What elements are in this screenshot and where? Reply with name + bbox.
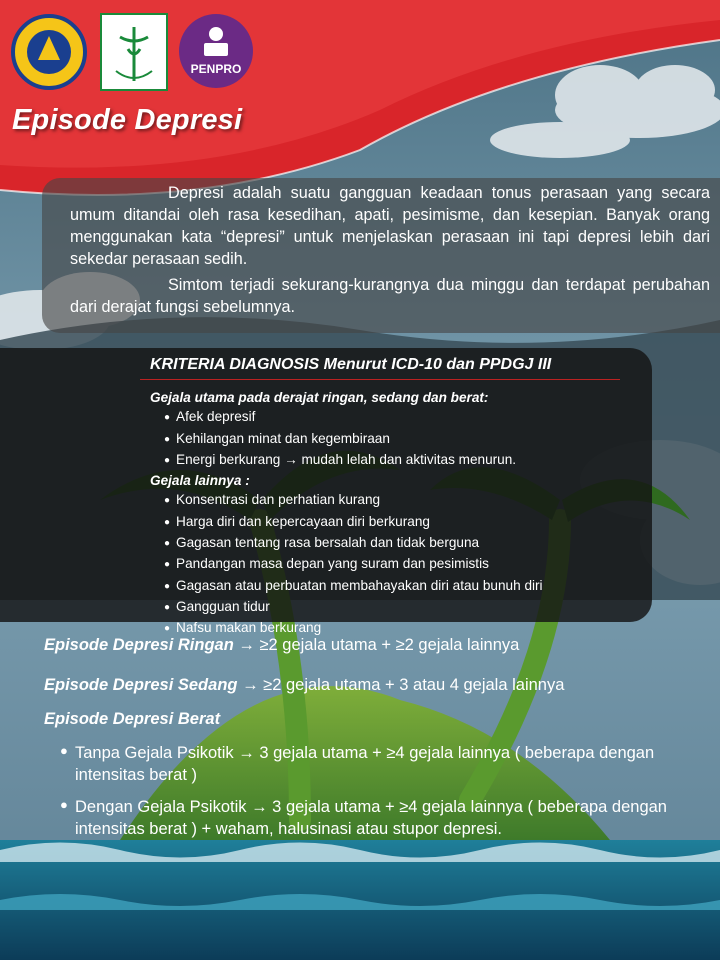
intro-paragraph-2: Simtom terjadi sekurang-kurangnya dua minggu dan terdapat perubahan dari derajat fungsi sebelumnya. xyxy=(70,276,710,316)
episode-berat-label: Episode Depresi Berat xyxy=(44,710,221,728)
bsm-logo xyxy=(100,13,168,91)
criteria-list xyxy=(150,388,543,640)
berat-item-2-text: Dengan Gejala Psikotik → 3 gejala utama + ≥4 gejala lainnya ( beberapa dengan intensitas berat ) + waham, halusinasi atau stupor depresi. xyxy=(75,798,667,838)
bullet-icon: ● xyxy=(60,743,68,758)
list-item: ● Afek depresif xyxy=(150,407,543,428)
episode-sedang-text: → ≥2 gejala utama + 3 atau 4 gejala lainnya xyxy=(242,676,565,694)
list-item: ● Pandangan masa depan yang suram dan pesimistis xyxy=(150,554,543,575)
berat-item-1-text: Tanpa Gejala Psikotik → 3 gejala utama + ≥4 gejala lainnya ( beberapa dengan intensitas berat ) xyxy=(75,744,655,784)
page-title: Episode Depresi xyxy=(12,104,243,136)
main-symptoms-heading: Gejala utama pada derajat ringan, sedang dan berat: xyxy=(150,390,489,405)
list-item: ● Konsentrasi dan perhatian kurang xyxy=(150,490,543,511)
intro-paragraph-1: Depresi adalah suatu gangguan keadaan tonus perasaan yang secara umum ditandai oleh rasa kesedihan, apati, pesimisme, dan kesepian. Banyak orang menggunakan kata “depresi” untuk menjelaskan perasaan ini tapi depresi lebih dari sekedar perasaan sedih. xyxy=(70,184,710,268)
list-item: ● Harga diri dan kepercayaan diri berkurang xyxy=(150,512,543,533)
episode-berat xyxy=(44,710,220,729)
divider xyxy=(140,379,620,380)
penpro-logo xyxy=(177,12,255,90)
episode-ringan-text: → ≥2 gejala utama + ≥2 gejala lainnya xyxy=(238,636,520,654)
list-item: ● Gangguan tidur xyxy=(150,597,543,618)
berat-item-2 xyxy=(60,796,700,840)
episode-sedang xyxy=(44,676,564,695)
episode-sedang-label: Episode Depresi Sedang xyxy=(44,676,238,694)
berat-item-1 xyxy=(60,742,700,786)
intro-text xyxy=(70,182,710,318)
list-item: ● Energi berkurang → mudah lelah dan aktivitas menurun. xyxy=(150,450,543,471)
list-item: ● Gagasan tentang rasa bersalah dan tidak berguna xyxy=(150,533,543,554)
bullet-icon: ● xyxy=(60,797,68,812)
university-logo xyxy=(10,12,88,92)
episode-ringan-label: Episode Depresi Ringan xyxy=(44,636,234,654)
list-item: ● Gagasan atau perbuatan membahayakan diri atau bunuh diri xyxy=(150,576,543,597)
list-item: ● Nafsu makan berkurang xyxy=(150,618,543,639)
list-item: ● Kehilangan minat dan kegembiraan xyxy=(150,429,543,450)
episode-ringan xyxy=(44,636,519,655)
criteria-title: KRITERIA DIAGNOSIS Menurut ICD-10 dan PPDGJ III xyxy=(150,356,552,373)
penpro-label: PENPRO xyxy=(190,62,242,76)
other-symptoms-heading: Gejala lainnya : xyxy=(150,473,250,489)
